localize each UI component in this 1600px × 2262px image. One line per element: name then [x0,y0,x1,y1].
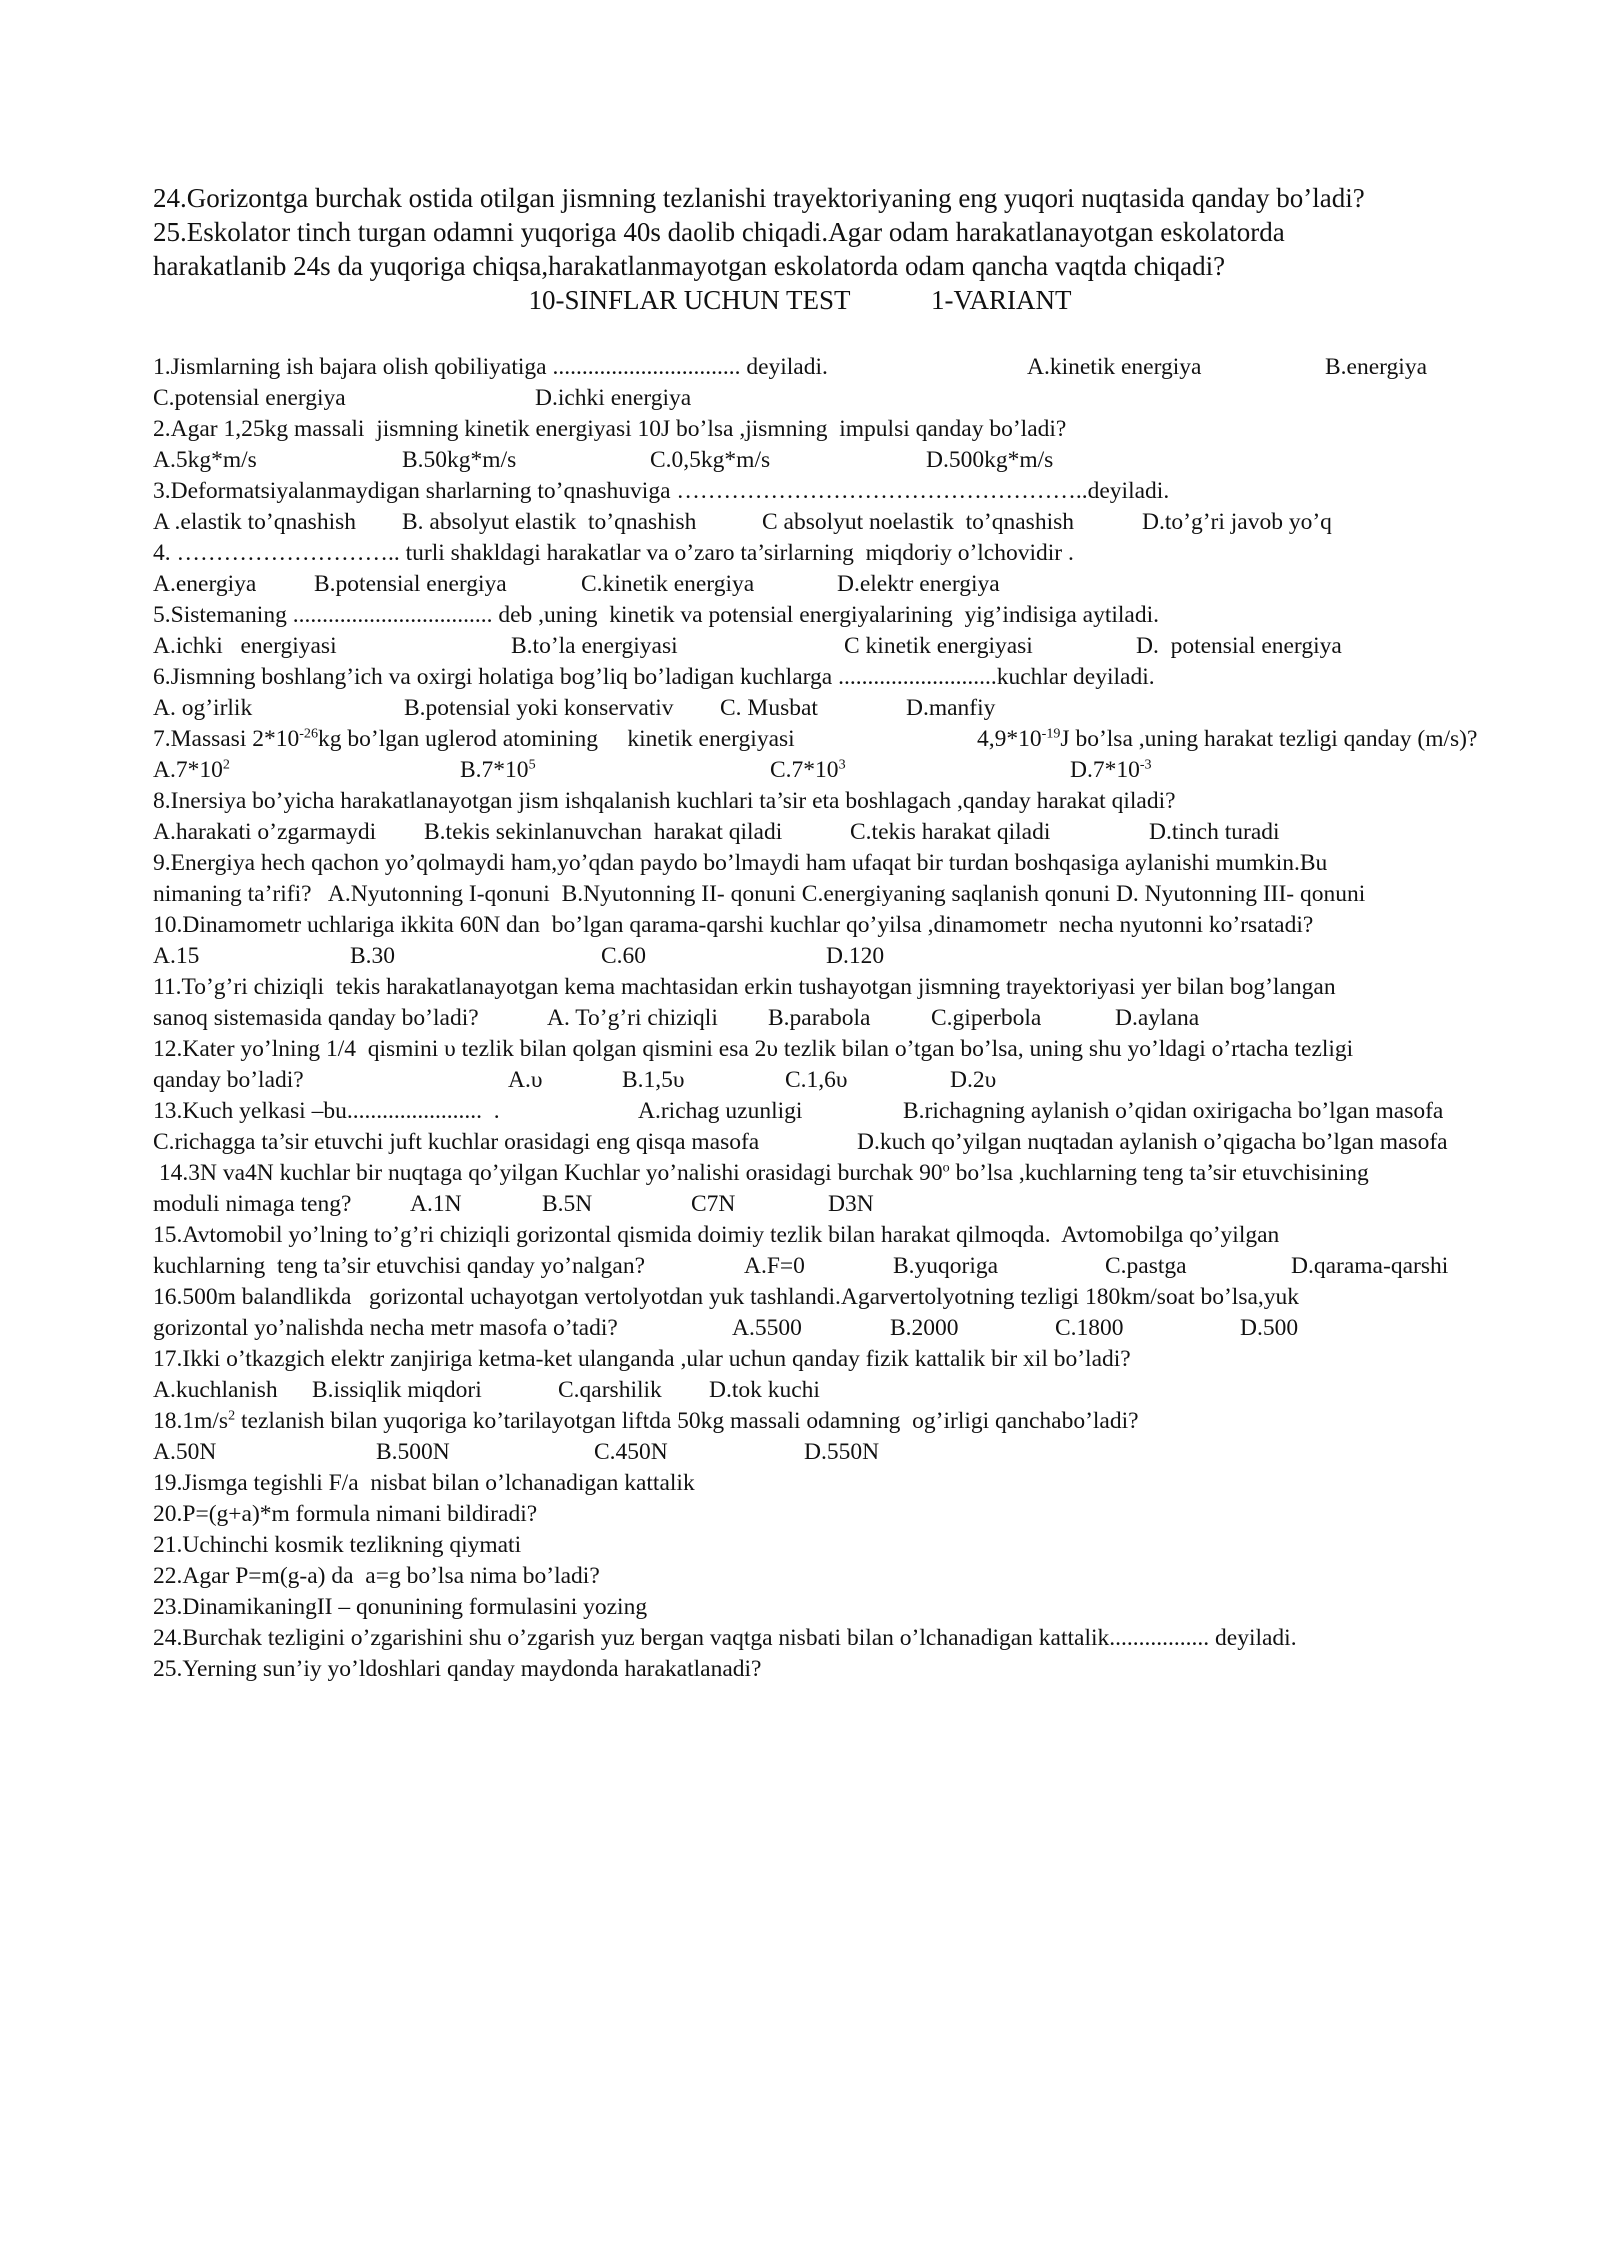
option-5d: D. potensial energiya [1136,633,1342,659]
option-3b: B. absolyut elastik to’qnashish [402,509,697,535]
question-3: 3.Deformatsiyalanmaydigan sharlarning to’qnashuviga ……………………………………………..deyiladi. [153,478,1170,504]
option-12c: C.1,6υ [785,1067,848,1093]
question-9-line2: nimaning ta’rifi? A.Nyutonning I-qonuni B.Nyutonning II- qonuni C.energiyaning saqlanish qonuni D. Nyutonning III- qonuni [153,881,1366,907]
option-4c: C.kinetik energiya [581,571,755,597]
q14-text-2: bo’lsa ,kuchlarning teng ta’sir etuvchisining [949,1160,1369,1186]
q14-degree: o [942,1159,950,1176]
option-7d-base: D.7*10 [1070,757,1140,783]
question-12-line2: qanday bo’ladi? [153,1067,304,1093]
option-11b: B.parabola [768,1005,871,1031]
option-17b: B.issiqlik miqdori [312,1377,482,1403]
option-3d: D.to’g’ri javob yo’q [1142,509,1332,535]
option-14d: D3N [828,1191,874,1217]
q7-text-1: 7.Massasi 2*10 [153,726,300,752]
option-11a: A. To’g’ri chiziqli [547,1005,718,1031]
question-25-top-line1: 25.Eskolator tinch turgan odamni yuqoriga 40s daolib chiqadi.Agar odam harakatlanayotgan eskolatorda [153,217,1285,247]
q7-text-3: 4,9*10 [977,726,1042,752]
question-9-line1: 9.Energiya hech qachon yo’qolmaydi ham,yo’qdan paydo bo’lmaydi ham ufaqat bir turdan boshqasiga aylanishi mumkin.Bu [153,850,1328,876]
option-11d: D.aylana [1115,1005,1200,1031]
question-18 [153,1406,1139,1436]
option-7a-exp: 2 [222,756,230,773]
option-4a: A.energiya [153,571,257,597]
option-17d: D.tok kuchi [709,1377,820,1403]
option-3a: A .elastik to’qnashish [153,509,356,535]
option-15c: C.pastga [1105,1253,1187,1279]
question-16-line1: 16.500m balandlikda gorizontal uchayotgan vertolyotdan yuk tashlandi.Agarvertolyotning tezligi 180km/soat bo’lsa,yuk [153,1284,1300,1310]
option-6c: C. Musbat [720,695,818,721]
option-18b: B.500N [376,1439,450,1465]
option-15a: A.F=0 [744,1253,805,1279]
question-4: 4. ……………………….. turli shakldagi harakatlar va o’zaro ta’sirlarning miqdoriy o’lchovidir . [153,540,1074,566]
q7-exponent-1: -26 [299,725,319,742]
option-16a: A.5500 [732,1315,802,1341]
option-10a: A.15 [153,943,200,969]
option-17c: C.qarshilik [558,1377,662,1403]
option-16d: D.500 [1240,1315,1299,1341]
q18-text-1: 18.1m/s [153,1408,229,1434]
option-15d: D.qarama-qarshi [1291,1253,1449,1279]
option-2a: A.5kg*m/s [153,447,257,473]
option-5c: C kinetik energiyasi [844,633,1033,659]
question-14-line1 [153,1158,1369,1188]
question-7-energy [977,724,1477,754]
option-13a: A.richag uzunligi [638,1098,803,1124]
question-14-line2: moduli nimaga teng? [153,1191,352,1217]
option-8d: D.tinch turadi [1149,819,1280,845]
question-1 [153,352,828,382]
option-13c: C.richagga ta’sir etuvchi juft kuchlar orasidagi eng qisqa masofa [153,1129,760,1155]
option-6b: B.potensial yoki konservativ [404,695,674,721]
option-15b: B.yuqoriga [893,1253,999,1279]
option-13d: D.kuch qo’yilgan nuqtadan aylanish o’qigacha bo’lgan masofa [857,1129,1448,1155]
question-12-line1: 12.Kater yo’lning 1/4 qismini υ tezlik bilan qolgan qismini esa 2υ tezlik bilan o’tgan bo’lsa, uning shu yo’ldagi o’rtacha tezligi [153,1036,1354,1062]
option-14b: B.5N [542,1191,593,1217]
question-11-line1: 11.To’g’ri chiziqli tekis harakatlanayotgan kema machtasidan erkin tushayotgan jismning trayektoriyasi yer bilan bog’langan [153,974,1336,1000]
question-6: 6.Jismning boshlang’ich va oxirgi holatiga bog’liq bo’ladigan kuchlarga ...........................kuchlar deyiladi. [153,664,1155,690]
question-2: 2.Agar 1,25kg massali jismning kinetik energiyasi 10J bo’lsa ,jismning impulsi qanday bo’ladi? [153,416,1067,442]
option-17a: A.kuchlanish [153,1377,278,1403]
question-8: 8.Inersiya bo’yicha harakatlanayotgan jism ishqalanish kuchlari ta’sir eta boshlagach ,qanday harakat qiladi? [153,788,1176,814]
option-1a: A.kinetik energiya [1027,354,1202,380]
option-14c: C7N [691,1191,736,1217]
question-10: 10.Dinamometr uchlariga ikkita 60N dan bo’lgan qarama-qarshi kuchlar qo’yilsa ,dinamometr necha nyutonni ko’rsatadi? [153,912,1314,938]
q18-exponent: 2 [228,1407,236,1424]
question-16-line2: gorizontal yo’nalishda necha metr masofa o’tadi? [153,1315,618,1341]
option-2d: D.500kg*m/s [926,447,1054,473]
option-7c-base: C.7*10 [770,757,839,783]
option-1c: C.potensial energiya [153,385,346,411]
question-7 [153,724,795,754]
option-10c: C.60 [601,943,647,969]
test-header [0,284,1600,316]
option-14a: A.1N [410,1191,462,1217]
question-15-line1: 15.Avtomobil yo’lning to’g’ri chiziqli gorizontal qismida doimiy tezlik bilan harakat qilmoqda. Avtomobilga qo’yilgan [153,1222,1280,1248]
option-18d: D.550N [804,1439,880,1465]
option-7a [153,755,230,785]
option-7b-exp: 5 [528,756,536,773]
question-text: 1.Jismlarning ish bajara olish qobiliyatiga ................................ deyiladi. [153,354,828,380]
option-11c: C.giperbola [931,1005,1042,1031]
question-24: 24.Burchak tezligini o’zgarishini shu o’zgarish yuz bergan vaqtga nisbati bilan o’lchanadigan kattalik................. deyiladi. [153,1625,1297,1651]
q7-text-4: J bo’lsa ,uning harakat tezligi qanday (m/s)? [1060,726,1478,752]
option-1b: B.energiya [1325,354,1428,380]
option-8a: A.harakati o’zgarmaydi [153,819,377,845]
option-8c: C.tekis harakat qiladi [850,819,1051,845]
option-16c: C.1800 [1055,1315,1124,1341]
option-12b: B.1,5υ [622,1067,685,1093]
option-6a: A. og’irlik [153,695,253,721]
q7-exponent-2: -19 [1041,725,1061,742]
question-22: 22.Agar P=m(g-a) da a=g bo’lsa nima bo’ladi? [153,1563,600,1589]
question-25-top-line2: harakatlanib 24s da yuqoriga chiqsa,harakatlanmayotgan eskolatorda odam qancha vaqtda chiqadi? [153,251,1226,281]
q7-text-2: kg bo’lgan uglerod atomining kinetik energiyasi [318,726,795,752]
option-10b: B.30 [350,943,396,969]
option-2b: B.50kg*m/s [402,447,517,473]
option-6d: D.manfiy [906,695,996,721]
question-15-line2: kuchlarning teng ta’sir etuvchisi qanday yo’nalgan? [153,1253,646,1279]
option-13b: B.richagning aylanish o’qidan oxirigacha bo’lgan masofa [903,1098,1444,1124]
question-25: 25.Yerning sun’iy yo’ldoshlari qanday maydonda harakatlanadi? [153,1656,762,1682]
option-7d [1070,755,1152,785]
option-12d: D.2υ [950,1067,997,1093]
question-17: 17.Ikki o’tkazgich elektr zanjiriga ketma-ket ulanganda ,ular uchun qanday fizik kattalik bir xil bo’ladi? [153,1346,1131,1372]
question-13: 13.Kuch yelkasi –bu....................... . [153,1098,500,1124]
option-18c: C.450N [594,1439,668,1465]
question-23: 23.DinamikaningII – qonunining formulasini yozing [153,1594,648,1620]
option-7a-base: A.7*10 [153,757,223,783]
option-12a: A.υ [508,1067,543,1093]
option-2c: C.0,5kg*m/s [650,447,771,473]
question-5: 5.Sistemaning .................................. deb ,uning kinetik va potensial energiyalarining yig’indisiga aytiladi. [153,602,1160,628]
option-3c: C absolyut noelastik to’qnashish [762,509,1075,535]
question-24-top: 24.Gorizontga burchak ostida otilgan jismning tezlanishi trayektoriyaning eng yuqori nuqtasida qanday bo’ladi? [153,183,1365,213]
option-1d: D.ichki energiya [535,385,692,411]
option-7d-exp: -3 [1139,756,1152,773]
option-5b: B.to’la energiyasi [511,633,678,659]
option-4d: D.elektr energiya [837,571,1000,597]
test-title: 10-SINFLAR UCHUN TEST [528,285,851,315]
option-7b-base: B.7*10 [460,757,529,783]
option-16b: B.2000 [890,1315,959,1341]
option-5a: A.ichki energiyasi [153,633,337,659]
question-21: 21.Uchinchi kosmik tezlikning qiymati [153,1532,522,1558]
option-7c-exp: 3 [838,756,846,773]
option-8b: B.tekis sekinlanuvchan harakat qiladi [424,819,783,845]
option-7c [770,755,846,785]
question-20: 20.P=(g+a)*m formula nimani bildiradi? [153,1501,538,1527]
question-11-line2: sanoq sistemasida qanday bo’ladi? [153,1005,479,1031]
option-10d: D.120 [826,943,885,969]
q18-text-2: tezlanish bilan yuqoriga ko’tarilayotgan liftda 50kg massali odamning og’irligi qanchabo’ladi? [235,1408,1139,1434]
option-18a: A.50N [153,1439,217,1465]
test-variant: 1-VARIANT [931,285,1072,315]
q14-text-1: 14.3N va4N kuchlar bir nuqtaga qo’yilgan Kuchlar yo’nalishi orasidagi burchak 90 [153,1160,943,1186]
option-7b [460,755,536,785]
question-19: 19.Jismga tegishli F/a nisbat bilan o’lchanadigan kattalik [153,1470,695,1496]
option-4b: B.potensial energiya [314,571,507,597]
